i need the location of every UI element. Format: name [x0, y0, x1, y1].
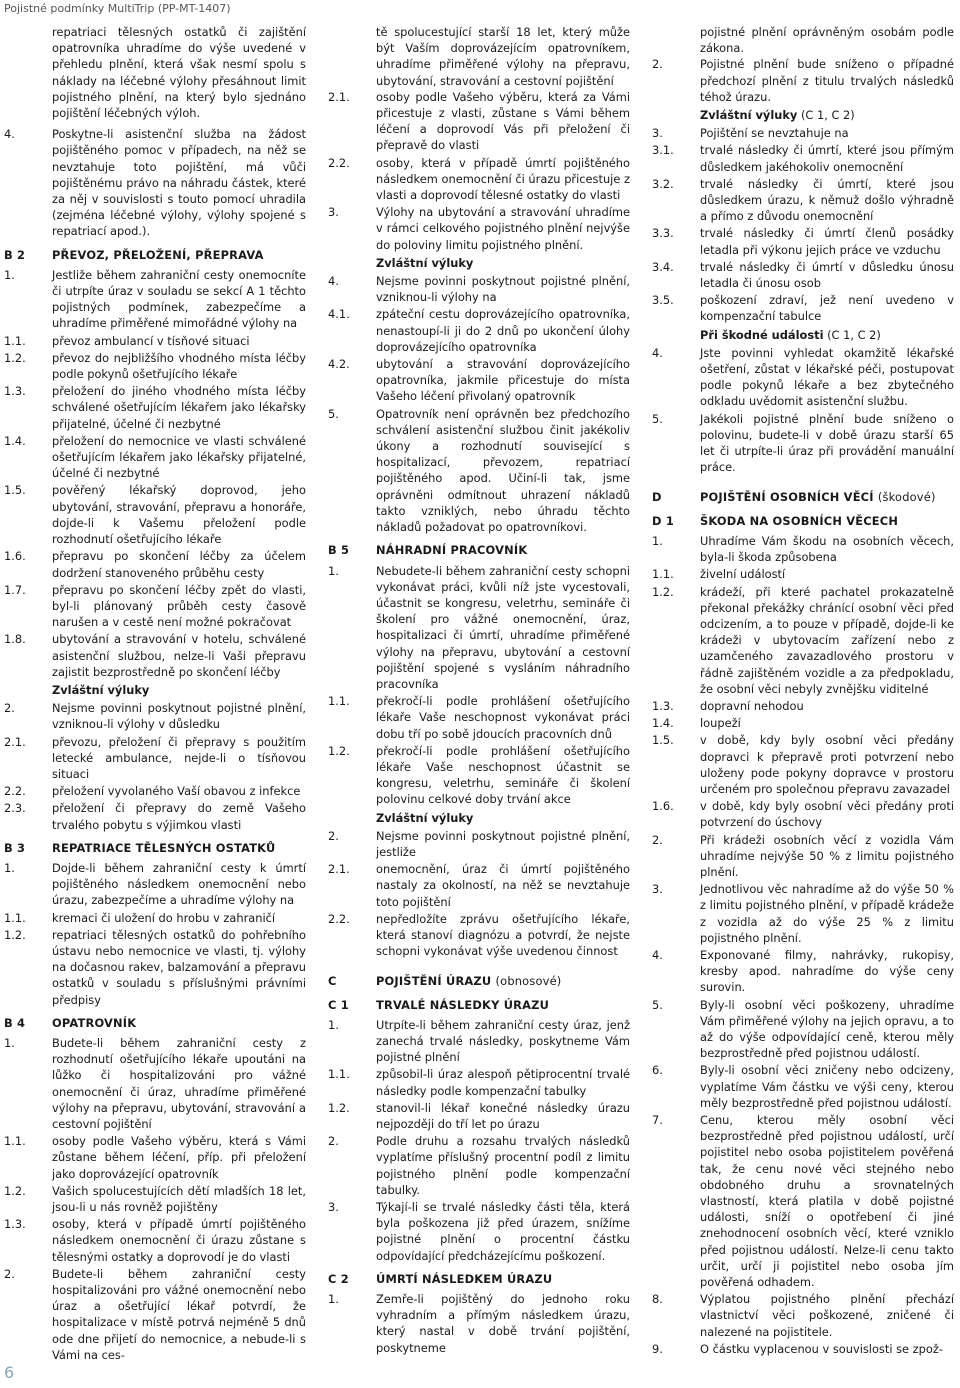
clause-text: Při krádeži osobních věcí z vozidla Vám uhradíme nejvýše 50 % z limitu pojistného plnění. [700, 832, 954, 879]
clause-text: Jste povinni vyhledat okamžitě lékařské ošetření, zůstat v lékařské péči, postupovat podle pokynů lékaře a bez zbytečného odkladu uvědomit asistenční službu. [700, 345, 954, 409]
clause-list [652, 125, 954, 324]
clause [4, 267, 306, 332]
clause-number: 3. [328, 205, 339, 220]
clause [328, 306, 630, 355]
clause-number: 2. [4, 1266, 15, 1281]
section-title: OPATROVNÍK [52, 1015, 137, 1030]
clause [328, 1017, 630, 1066]
clause-text: Jestliže během zahraniční cesty onemocníte či utrpíte úraz v souladu se sekcí A 1 těchto pojistných podmínek, zabezpečíme a uhradíme přiměřené mimořádné výlohy na [52, 267, 306, 331]
clause [4, 383, 306, 432]
special-exclusions-heading: Zvláštní výluky [376, 810, 474, 825]
clause-number: 5. [328, 406, 339, 421]
clause-list [4, 860, 306, 1008]
clause-text: živelní událostí [700, 567, 786, 582]
clause-list [4, 700, 306, 833]
clause [652, 345, 954, 410]
clause-number: 4.1. [328, 307, 350, 322]
clause-number: 1.1. [4, 1134, 26, 1149]
clause [4, 800, 306, 832]
clause [652, 1291, 954, 1340]
clause [328, 1133, 630, 1198]
section-heading [328, 542, 630, 558]
clause-number: 1.5. [4, 483, 26, 498]
clause [4, 350, 306, 382]
clause [4, 631, 306, 680]
section-title: ŠKODA NA OSOBNÍCH VĚCECH [700, 513, 899, 528]
clause-number: 2.1. [328, 862, 350, 877]
clause-number: 3.5. [652, 293, 674, 308]
clause-number: 2. [328, 1134, 339, 1149]
clause [4, 582, 306, 631]
clause-text: nepředložíte zprávu ošetřujícího lékaře, která stanoví diagnózu a potvrdí, že nejste schopni vykonávat výše uvedenou činnost [376, 911, 630, 959]
clause-list [328, 1291, 630, 1356]
heading-note: (C 1, C 2) [797, 108, 855, 123]
clause-text: osoby, která v případě úmrtí pojištěného následkem onemocnění či úrazu zůstane s tělesnými ostatky a doprovodí je do vlasti [52, 1217, 306, 1264]
clause [652, 715, 954, 731]
clause-text: Pojistné plnění bude sníženo o případné předchozí plnění z titulu trvalých následků téhož úrazu. [700, 57, 954, 104]
clause-text: krádeží, při které pachatel prokazatelně překonal překážky chránící osobní věci před odcizením, a to pouze v případě, dojde-li ke krádeži v ubytovacím zařízení nebo z uzamčeného zavazadlového prostoru v řádně zajištěném vozidle a za předpokladu, že osobní věci nebyly zvnějšku viditelné [700, 584, 954, 696]
clause-text: překročí-li podle prohlášení ošetřujícího lékaře Vaše neschopnost účastnit se kongresu, veletrhu, semináře či školení polovinu celkové doby trvání akce [376, 743, 630, 807]
clause-text: převoz do nejbližšího vhodného místa léčby podle pokynů ošetřujícího lékaře [52, 350, 306, 382]
clause-number: 1.1. [328, 1067, 350, 1082]
clause-number: 1.2. [328, 1100, 350, 1115]
clause [652, 1341, 954, 1357]
clause-text: loupeží [700, 716, 741, 731]
clause-text: Opatrovník není oprávněn bez předchozího schválení asistenční službou činit jakékoliv úkony a rozhodnutí související s hospitalizací, převozem, repatriací pojištěného apod. Učiní-li tak, jsme oprávněni odmítnout uhrazení nákladů takto vzniklých, nebo úhradu těchto nákladů požadovat po opatrovníkovi. [376, 406, 630, 535]
clause-number: 1.1. [4, 333, 26, 348]
part-title: POJIŠTĚNÍ ÚRAZU [376, 974, 492, 989]
clause-number: 1.2. [4, 927, 26, 942]
clause [328, 828, 630, 860]
clause-text: Dojde-li během zahraniční cesty k úmrtí pojištěného následkem onemocnění nebo úrazu, zabezpečíme a uhradíme výlohy na [52, 860, 306, 908]
special-exclusions-heading: Zvláštní výluky [376, 255, 474, 270]
clause-number: 1.2. [4, 1183, 26, 1198]
clause-text: způsobil-li úraz alespoň pětiprocentní trvalé následky podle kompenzační tabulky [376, 1067, 630, 1098]
clause [652, 259, 954, 291]
clause-text: Výplatou pojistného plnění přechází vlastnictví věci poškozené, zničené či nalezené na pojistitele. [700, 1292, 954, 1339]
section-code: C 2 [328, 1271, 349, 1286]
clause-number: 1.2. [328, 743, 350, 758]
clause [328, 89, 630, 154]
clause [652, 125, 954, 141]
clause-number: 2. [4, 701, 15, 716]
clause-number: 2.2. [328, 155, 350, 170]
clause-text: pověřený lékařský doprovod, jeho ubytování, stravování, přepravu a honoráře, dojde-li k Vašemu přeložení podle rozhodnutí ošetřujícího lékaře [52, 483, 306, 547]
clause-number: 2.2. [328, 911, 350, 926]
clause [652, 732, 954, 797]
clause-text: přeložení do nemocnice ve vlasti schválené ošetřujícím lékařem jako lékařsky přijatelné, účelné či nezbytné [52, 433, 306, 481]
clause-list [328, 273, 630, 535]
clause [328, 693, 630, 742]
clause-text: v době, kdy byly osobní věci předány dopravci k přepravě proti potvrzení nebo uloženy pode pokyny dopravce v prostoru určeném pro společnou přepravu zavazadel [700, 733, 954, 796]
clause [652, 947, 954, 996]
section-title: ÚMRTÍ NÁSLEDKEM ÚRAZU [376, 1271, 553, 1286]
clause [328, 1199, 630, 1264]
clause-list [328, 563, 630, 808]
heading-text: Zvláštní výluky [700, 108, 798, 123]
clause-number: 3. [652, 126, 663, 141]
clause [328, 204, 630, 253]
part-code: C [328, 974, 337, 989]
clause-text: osoby podle Vašeho výběru, která za Vámi přicestuje z vlasti, zůstane s Vámi během léčení a doprovodí Vás při přeložení či přepravě do vlasti [376, 89, 630, 153]
clause-list [4, 267, 306, 680]
clause-text: v době, kdy byly osobní věci předány proti potvrzení do úschovy [700, 799, 954, 830]
clause-number: 1.3. [652, 698, 674, 713]
clause-text: O částku vyplacenou v souvislosti se zpož- [700, 1341, 943, 1356]
section-code: B 3 [4, 840, 26, 855]
clause [652, 1062, 954, 1111]
clause-text: přepravu po skončení léčby zpět do vlasti, byl-li plánovaný průběh cesty časově narušen a v cestě není možné pokračovat [52, 582, 306, 630]
clause-number: 3.4. [652, 259, 674, 274]
clause-text: Jakékoli pojistné plnění bude sníženo o polovinu, budete-li v době úrazu starší 65 let či utrpíte-li úraz při provádění manuální práce. [700, 411, 954, 475]
section-code: B 2 [4, 247, 26, 262]
clause [652, 997, 954, 1062]
continued-text: repatriaci tělesných ostatků či zajištění opatrovníka uhradíme do výše uvedené v přehledu plnění, která však nesmí spolu s náklady na léčebné výlohy přesáhnout limit pojistného plnění, na který bylo sjednáno pojištění léčebných výloh. [52, 25, 306, 121]
clause-number: 3. [652, 882, 663, 897]
section-heading [4, 247, 306, 263]
clause [4, 734, 306, 783]
clause [652, 698, 954, 714]
clause-text: Uhradíme Vám škodu na osobních věcech, byla-li škoda způsobena [700, 533, 954, 565]
continued-text: tě spolucestující starší 18 let, který může být Vaším doprovázejícím opatrovníkem, uhradíme přiměřené výlohy na přepravu, ubytování, stravování a cestovní pojištění [376, 25, 630, 88]
clause [652, 584, 954, 697]
clause-number: 2. [652, 832, 663, 847]
clause-text: Vašich spolucestujících dětí mladších 18 let, jsou-li u nás rovněž pojištěny [52, 1183, 306, 1215]
clause-text: ubytování a stravování doprovázejícího opatrovníka, jakmile přicestuje do místa Vašeho léčení přivolaný opatrovník [376, 357, 630, 404]
clause-number: 4. [652, 947, 663, 962]
clause-text: poškození zdraví, jež není uvedeno v kompenzační tabulce [700, 293, 954, 324]
clause-number: 1.7. [4, 582, 26, 597]
heading-text: Při škodné události [700, 327, 824, 342]
clause-text: Byly-li osobní věci poškozeny, uhradíme Vám přiměřené výlohy na jejich opravu, a to až do výše odpovídající ceně, kterou měly bezprostředně před pojistnou událostí. [700, 997, 954, 1061]
clause [4, 1266, 306, 1363]
clause-number: 4.2. [328, 357, 350, 372]
clause-number: 4. [652, 345, 663, 360]
clause-text: zpáteční cestu doprovázejícího opatrovníka, nenastoupí-li ji do 2 dnů po ukončení úlohy doprovázejícího opatrovníka [376, 307, 630, 354]
clause-number: 1. [4, 1035, 15, 1050]
clause-number: 1.6. [652, 799, 674, 814]
clause-number: 1. [328, 1017, 339, 1032]
clause [328, 1100, 630, 1132]
clause-text: Podle druhu a rozsahu trvalých následků vyplatíme příslušný procentní podíl z limitu pojistného plnění podle kompenzační tabulky. [376, 1134, 630, 1197]
clause-text: ubytování a stravování v hotelu, schválené asistenční službou, nelze-li Vaši přepravu zajistit bezprostředně po skončení léčby [52, 632, 306, 679]
column-2 [328, 24, 630, 1357]
clause [4, 1183, 306, 1215]
clause-text: Zemře-li pojištěný do jednoho roku vyhradním a přímým následkem úrazu, který nastal v době trvání pojištění, poskytneme [376, 1292, 630, 1355]
page-header: Pojistné podmínky MultiTrip (PP-MT-1407) [4, 2, 231, 15]
clause-text: Nejsme povinni poskytnout pojistné plnění, vzniknou-li výlohy v důsledku [52, 701, 306, 732]
clause [328, 911, 630, 960]
part-heading [652, 489, 954, 505]
clause [652, 411, 954, 476]
section-heading [328, 1271, 630, 1287]
clause [328, 273, 630, 305]
clause [4, 1216, 306, 1265]
part-note: (obnosové) [495, 974, 562, 989]
clause-number: 1.5. [652, 733, 674, 748]
clause-text: Nejsme povinni poskytnout pojistné plnění, jestliže [376, 828, 630, 859]
clause-list [328, 89, 630, 253]
clause-text: převoz ambulancí v tísňové situaci [52, 333, 250, 348]
clause-number: 1.2. [4, 350, 26, 365]
clause [652, 225, 954, 257]
heading-note: (C 1, C 2) [823, 327, 881, 342]
clause [652, 533, 954, 565]
clause [328, 406, 630, 536]
clause-number: 5. [652, 411, 663, 426]
clause [4, 927, 306, 1008]
clause-number: 1.6. [4, 549, 26, 564]
clause-text: Nebudete-li během zahraniční cesty schopni vykonávat práci, kvůli níž jste vycestovali, účastnit se kongresu, veletrhu, semináře či školení pro vážné onemocnění, úraz, hospitalizaci či úmrtí, uhradíme přiměřené výlohy na přepravu, ubytování a cestovní pojištění spojené s vysláním náhradního pracovníka [376, 563, 630, 691]
page-number: 6 [4, 1363, 15, 1382]
clause-text: Týkají-li se trvalé následky části těla, která byla poškozena již před úrazem, snížíme pojistné plnění o procentní částku odpovídající předcházejícímu poškození. [376, 1200, 630, 1263]
clause [652, 566, 954, 582]
section-title: TRVALÉ NÁSLEDKY ÚRAZU [376, 997, 550, 1012]
clause-number: 1.8. [4, 632, 26, 647]
clause-text: onemocnění, úraz či úmrtí pojištěného nastaly za okolností, na něž se nevztahuje toto pojištění [376, 862, 630, 909]
part-title: POJIŠTĚNÍ OSOBNÍCH VĚCÍ [700, 490, 874, 505]
clause [4, 482, 306, 547]
section-heading [4, 840, 306, 856]
clause [652, 1112, 954, 1290]
clause [4, 700, 306, 732]
clause-number: 3.3. [652, 226, 674, 241]
section-title: NÁHRADNÍ PRACOVNÍK [376, 543, 528, 558]
clause [652, 142, 954, 174]
clause-text: Jednotlivou věc nahradíme až do výše 50 % z limitu pojistného plnění, v případě krádeže z vozidla až do výše 25 % z limitu pojistného plnění. [700, 882, 954, 945]
clause [4, 910, 306, 926]
clause-text: Cenu, kterou měly osobní věci bezprostředně před pojistnou událostí, určí pojistitel nebo osoba pojistitelem pověřená tak, že cenu nové věci stejného nebo obdobného druhu a srovnatelných vlastností, která platila v době pojistné události, sníží o opotřebení či jiné znehodnocení osobních věcí, které vzniklo před pojistnou událostí. Nelze-li cenu takto určit, určí ji pojistitel nebo osoba jím pověřená odhadem. [700, 1113, 954, 1290]
clause [4, 860, 306, 909]
clause-number: 6. [652, 1063, 663, 1078]
clause-text: Exponované filmy, nahrávky, rukopisy, kresby apod. nahradíme do výše ceny surovin. [700, 947, 954, 995]
clause-number: 2.1. [328, 89, 350, 104]
clause [4, 1035, 306, 1132]
column-1 [4, 24, 306, 1364]
clause-text: Budete-li během zahraniční cesty hospitalizováni pro vážné onemocnění nebo úraz a ošetřující lékař potvrdí, že hospitalizace v místě potrvá nejméně 5 dnů ode dne přijetí do nemocnice, a nebude-li s Vámi na ces- [52, 1266, 306, 1362]
clause [328, 743, 630, 808]
section-code: B 4 [4, 1015, 26, 1030]
clause-number: 1.4. [652, 716, 674, 731]
clause-number: 1. [328, 1292, 339, 1307]
clause-text: Pojištění se nevztahuje na [700, 126, 849, 141]
clause-text: kremaci či uložení do hrobu v zahraničí [52, 910, 276, 925]
clause-number: 5. [652, 997, 663, 1012]
clause-number: 3. [328, 1200, 339, 1215]
section-code: C 1 [328, 997, 349, 1012]
clause-number: 1.2. [652, 584, 674, 599]
clause [328, 155, 630, 204]
clause-number: 1.3. [4, 384, 26, 399]
clause-text: trvalé následky či úmrtí v důsledku únosu letadla či únosu osob [700, 259, 954, 291]
clause-text: přepravu po skončení léčby za účelem dodržení stanoveného průběhu cesty [52, 549, 306, 580]
clause-text: přeložení vyvolaného Vaší obavou z infekce [52, 784, 301, 799]
clause [4, 548, 306, 580]
clause [328, 861, 630, 910]
clause-number: 1. [652, 533, 663, 548]
clause-list [328, 828, 630, 960]
clause-number: 2.2. [4, 784, 26, 799]
clause-number: 2. [652, 57, 663, 72]
part-note: (škodové) [877, 490, 936, 505]
clause-number: 4. [328, 274, 339, 289]
clause-list [652, 533, 954, 1357]
section-code: D 1 [652, 513, 674, 528]
clause [652, 176, 954, 225]
clause-text: trvalé následky či úmrtí, které jsou přímým důsledkem jakéhokoliv onemocnění [700, 143, 954, 174]
part-heading [328, 973, 630, 989]
clause [4, 333, 306, 349]
clause-number: 7. [652, 1113, 663, 1127]
clause-text: osoby, která v případě úmrtí pojištěného následkem onemocnění či úrazu přicestuje z vlasti a doprovodí tělesné ostatky do vlasti [376, 155, 630, 203]
clause [4, 783, 306, 799]
clause-number: 2.3. [4, 801, 26, 816]
clause-text: Utrpíte-li během zahraniční cesty úraz, jenž zanechá trvalé následky, poskytneme Vám pojistné plnění [376, 1017, 630, 1065]
part-code: D [652, 490, 662, 505]
clause-number: 3.1. [652, 143, 674, 158]
clause-list [328, 1017, 630, 1264]
clause [652, 798, 954, 830]
clause-text: stanovil-li lékař konečné následky úrazu nejpozději do tří let po úrazu [376, 1100, 630, 1131]
clause-number: 9. [652, 1341, 663, 1356]
clause [652, 832, 954, 881]
section-heading [4, 1015, 306, 1031]
continued-text: pojistné plnění oprávněným osobám podle zákona. [700, 25, 954, 56]
clause-text: trvalé následky či úmrtí, které jsou důsledkem úrazu, k němuž došlo výhradně a přímo z důvodu onemocnění [700, 176, 954, 224]
clause-number: 1.1. [328, 694, 350, 709]
clause [4, 1133, 306, 1182]
clause-text: Poskytne-li asistenční služba na žádost pojištěného pomoc v případech, na něž se nevztahuje toto pojištění, má vůči pojištěnému právo na náhradu částek, které za něj v souvislosti s touto pomocí uhradila (zejména léčebné výlohy, výlohy spojené s repatriací apod.). [52, 127, 306, 239]
clause-text: Nejsme povinni poskytnout pojistné plnění, vzniknou-li výlohy na [376, 274, 630, 305]
clause-number: 1.1. [652, 567, 674, 582]
clause-number: 3.2. [652, 176, 674, 191]
clause-number: 1. [4, 860, 15, 875]
clause [652, 56, 954, 105]
section-heading [328, 997, 630, 1013]
clause [328, 1066, 630, 1098]
clause-list [652, 345, 954, 476]
clause-text: Budete-li během zahraniční cesty z rozhodnutí ošetřujícího lékaře upoutáni na lůžko či hospitalizováni pro vážné onemocnění či úraz, uhradíme přiměřené výlohy na přepravu, ubytování, stravování a cestovní pojištění [52, 1035, 306, 1131]
clause-number: 2. [328, 828, 339, 843]
clause-number: 1.3. [4, 1217, 26, 1232]
special-exclusions-heading [652, 107, 954, 123]
section-title: REPATRIACE TĚLESNÝCH OSTATKŮ [52, 840, 276, 855]
column-3 [652, 24, 954, 1358]
clause [328, 1291, 630, 1356]
claim-event-heading [652, 327, 954, 343]
special-exclusions-heading: Zvláštní výluky [52, 682, 150, 697]
clause-text: přeložení do jiného vhodného místa léčby schválené ošetřujícím lékařem jako lékařsky přijatelné, účelné či nezbytné [52, 384, 306, 431]
clause-text: převozu, přeložení či přepravy s použitím letecké ambulance, nejde-li o tísňovou situaci [52, 734, 306, 781]
clause [328, 356, 630, 405]
section-title: PŘEVOZ, PŘELOŽENÍ, PŘEPRAVA [52, 247, 264, 262]
clause-text: osoby podle Vašeho výběru, která s Vámi zůstane během léčení, příp. při přeložení jako doprovázející opatrovník [52, 1134, 306, 1181]
clause [652, 881, 954, 946]
clause-text: dopravní nehodou [700, 698, 804, 713]
clause-text: trvalé následky či úmrtí členů posádky letadla při výkonu jejich práce ve vzduchu [700, 226, 954, 257]
clause [4, 433, 306, 482]
clause-number: 1. [328, 563, 339, 578]
clause [4, 126, 306, 239]
clause-number: 2.1. [4, 734, 26, 749]
clause-number: 1.4. [4, 433, 26, 448]
clause-number: 1. [4, 267, 15, 282]
clause-text: Výlohy na ubytování a stravování uhradíme v rámci celkového pojistného plnění nejvýše do poloviny limitu pojistného plnění. [376, 205, 630, 252]
clause-text: překročí-li podle prohlášení ošetřujícího lékaře Vaše neschopnost vykonávat práci dobu tří po sobě jdoucích pracovních dnů [376, 694, 630, 741]
clause-number: 4. [4, 127, 15, 142]
clause-list [652, 56, 954, 105]
clause [328, 563, 630, 693]
clause-number: 1.1. [4, 910, 26, 925]
clause-text: Byly-li osobní věci zničeny nebo odcizeny, vyplatíme Vám částku ve výši ceny, kterou měly bezprostředně před pojistnou událostí. [700, 1063, 954, 1110]
clause-list [4, 1035, 306, 1363]
clause-text: přeložení či přepravy do země Vašeho trvalého pobytu s výjimkou vlasti [52, 801, 306, 832]
section-heading [652, 513, 954, 529]
section-code: B 5 [328, 543, 350, 558]
clause-number: 8. [652, 1292, 663, 1307]
clause [652, 292, 954, 324]
clause-text: repatriaci tělesných ostatků do pohřebního ústavu nebo nemocnice ve vlasti, tj. výlohy na dočasnou rakev, balzamování a přepravu ostatků v souladu s příslušnými právními předpisy [52, 927, 306, 1007]
